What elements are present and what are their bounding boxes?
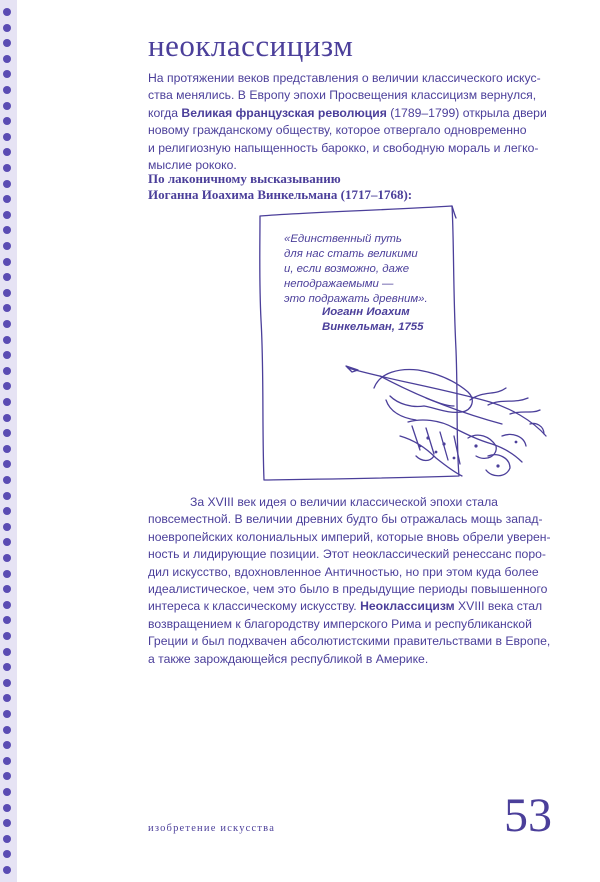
binding-ring — [3, 429, 11, 437]
winckelmann-lead — [148, 171, 548, 203]
binding-ring — [3, 148, 11, 156]
binding-ring — [3, 351, 11, 359]
revolution-term: Великая французская революция — [181, 105, 387, 120]
binding-ring — [3, 694, 11, 702]
intro-line: и религиозную напыщенность барокко, и свободную мораль и легко- — [148, 140, 539, 155]
binding-ring — [3, 601, 11, 609]
binding-ring — [3, 819, 11, 827]
binding-ring — [3, 632, 11, 640]
binding-ring — [3, 866, 11, 874]
body-paragraph — [148, 494, 560, 668]
binding-ring — [3, 648, 11, 656]
intro-line — [148, 105, 560, 122]
binding-ring — [3, 320, 11, 328]
neoclassicism-term: Неоклассицизм — [360, 599, 455, 614]
body-text: интереса к классическому искусству. — [148, 599, 361, 614]
binding-ring — [3, 180, 11, 188]
binding-ring — [3, 39, 11, 47]
binding-ring — [3, 102, 11, 110]
body-line: возвращением к благородству имперского Рима и республиканской — [148, 616, 532, 631]
binding-ring — [3, 367, 11, 375]
binding-ring — [3, 258, 11, 266]
spiral-binding — [0, 0, 17, 882]
attribution-line: Винкельман, 1755 — [322, 321, 424, 333]
binding-ring — [3, 117, 11, 125]
body-line: Греции и был подхвачен абсолютистскими правительствами в Европе, — [148, 634, 551, 649]
attribution-line: Иоганн Иоахим — [322, 306, 410, 318]
binding-ring — [3, 226, 11, 234]
binding-ring — [3, 679, 11, 687]
intro-line: мыслие рококо. — [148, 158, 237, 173]
binding-ring — [3, 414, 11, 422]
body-line: ноевропейских колониальных империй, которые вновь обрели уверен- — [148, 529, 551, 544]
binding-ring — [3, 772, 11, 780]
binding-ring — [3, 195, 11, 203]
lead-line: Иоганна Иоахима Винкельмана (1717–1768): — [148, 187, 413, 202]
binding-ring — [3, 164, 11, 172]
quote-line: неподражаемыми — — [284, 278, 394, 290]
intro-line: На протяжении веков представления о величии классического искус- — [148, 71, 541, 85]
intro-text: когда — [148, 105, 182, 120]
binding-ring — [3, 289, 11, 297]
body-line: повсеместной. В величии древних будто бы отражалась мощь запад- — [148, 512, 543, 527]
binding-ring — [3, 710, 11, 718]
binding-ring — [3, 523, 11, 531]
binding-ring — [3, 445, 11, 453]
binding-ring — [3, 8, 11, 16]
binding-ring — [3, 211, 11, 219]
winckelmann-quote — [284, 232, 454, 307]
running-footer: изобретение искусства — [148, 823, 276, 834]
binding-ring — [3, 835, 11, 843]
body-line: а также зарождающейся республикой в Америке. — [148, 651, 429, 666]
body-line: ность и лидирующие позиции. Этот неоклассический ренессанс поро- — [148, 547, 546, 562]
binding-ring — [3, 336, 11, 344]
page-title: неоклассицизм — [148, 28, 354, 63]
binding-ring — [3, 570, 11, 578]
binding-ring — [3, 538, 11, 546]
binding-ring — [3, 741, 11, 749]
binding-ring — [3, 663, 11, 671]
binding-ring — [3, 850, 11, 858]
quote-line: для нас стать великими — [284, 248, 418, 260]
binding-ring — [3, 24, 11, 32]
binding-ring — [3, 616, 11, 624]
binding-ring — [3, 242, 11, 250]
body-line: дил искусство, вдохновленное Античностью, но при этом куда более — [148, 564, 539, 579]
body-text: XVIII века стал — [454, 599, 543, 614]
binding-ring — [3, 55, 11, 63]
quote-line: «Единственный путь — [284, 233, 402, 245]
binding-ring — [3, 757, 11, 765]
binding-ring — [3, 304, 11, 312]
binding-ring — [3, 460, 11, 468]
page-number: 53 — [504, 789, 552, 842]
binding-ring — [3, 492, 11, 500]
binding-ring — [3, 804, 11, 812]
binding-ring — [3, 70, 11, 78]
quote-line: и, если возможно, даже — [284, 263, 410, 275]
binding-ring — [3, 476, 11, 484]
binding-ring — [3, 382, 11, 390]
binding-ring — [3, 273, 11, 281]
binding-ring — [3, 554, 11, 562]
binding-ring — [3, 585, 11, 593]
body-line: идеалистическое, чем это было в предыдущие периоды повышенного — [148, 582, 548, 597]
lead-line: По лаконичному высказыванию — [148, 171, 341, 186]
binding-ring — [3, 86, 11, 94]
binding-ring — [3, 726, 11, 734]
binding-ring — [3, 507, 11, 515]
intro-line: ства менялись. В Европу эпохи Просвещения классицизм вернулся, — [148, 88, 537, 103]
quote-attribution — [322, 305, 452, 335]
body-line — [148, 598, 560, 615]
binding-ring — [3, 398, 11, 406]
intro-line: новому гражданскому обществу, которое отвергало одновременно — [148, 123, 527, 138]
intro-paragraph — [148, 70, 560, 174]
binding-ring — [3, 133, 11, 141]
body-line: За XVIII век идея о величии классической эпохи стала — [190, 495, 498, 509]
binding-ring — [3, 788, 11, 796]
quote-line: это подражать древним». — [284, 293, 428, 305]
intro-text: (1789–1799) открыла двери — [386, 105, 547, 120]
